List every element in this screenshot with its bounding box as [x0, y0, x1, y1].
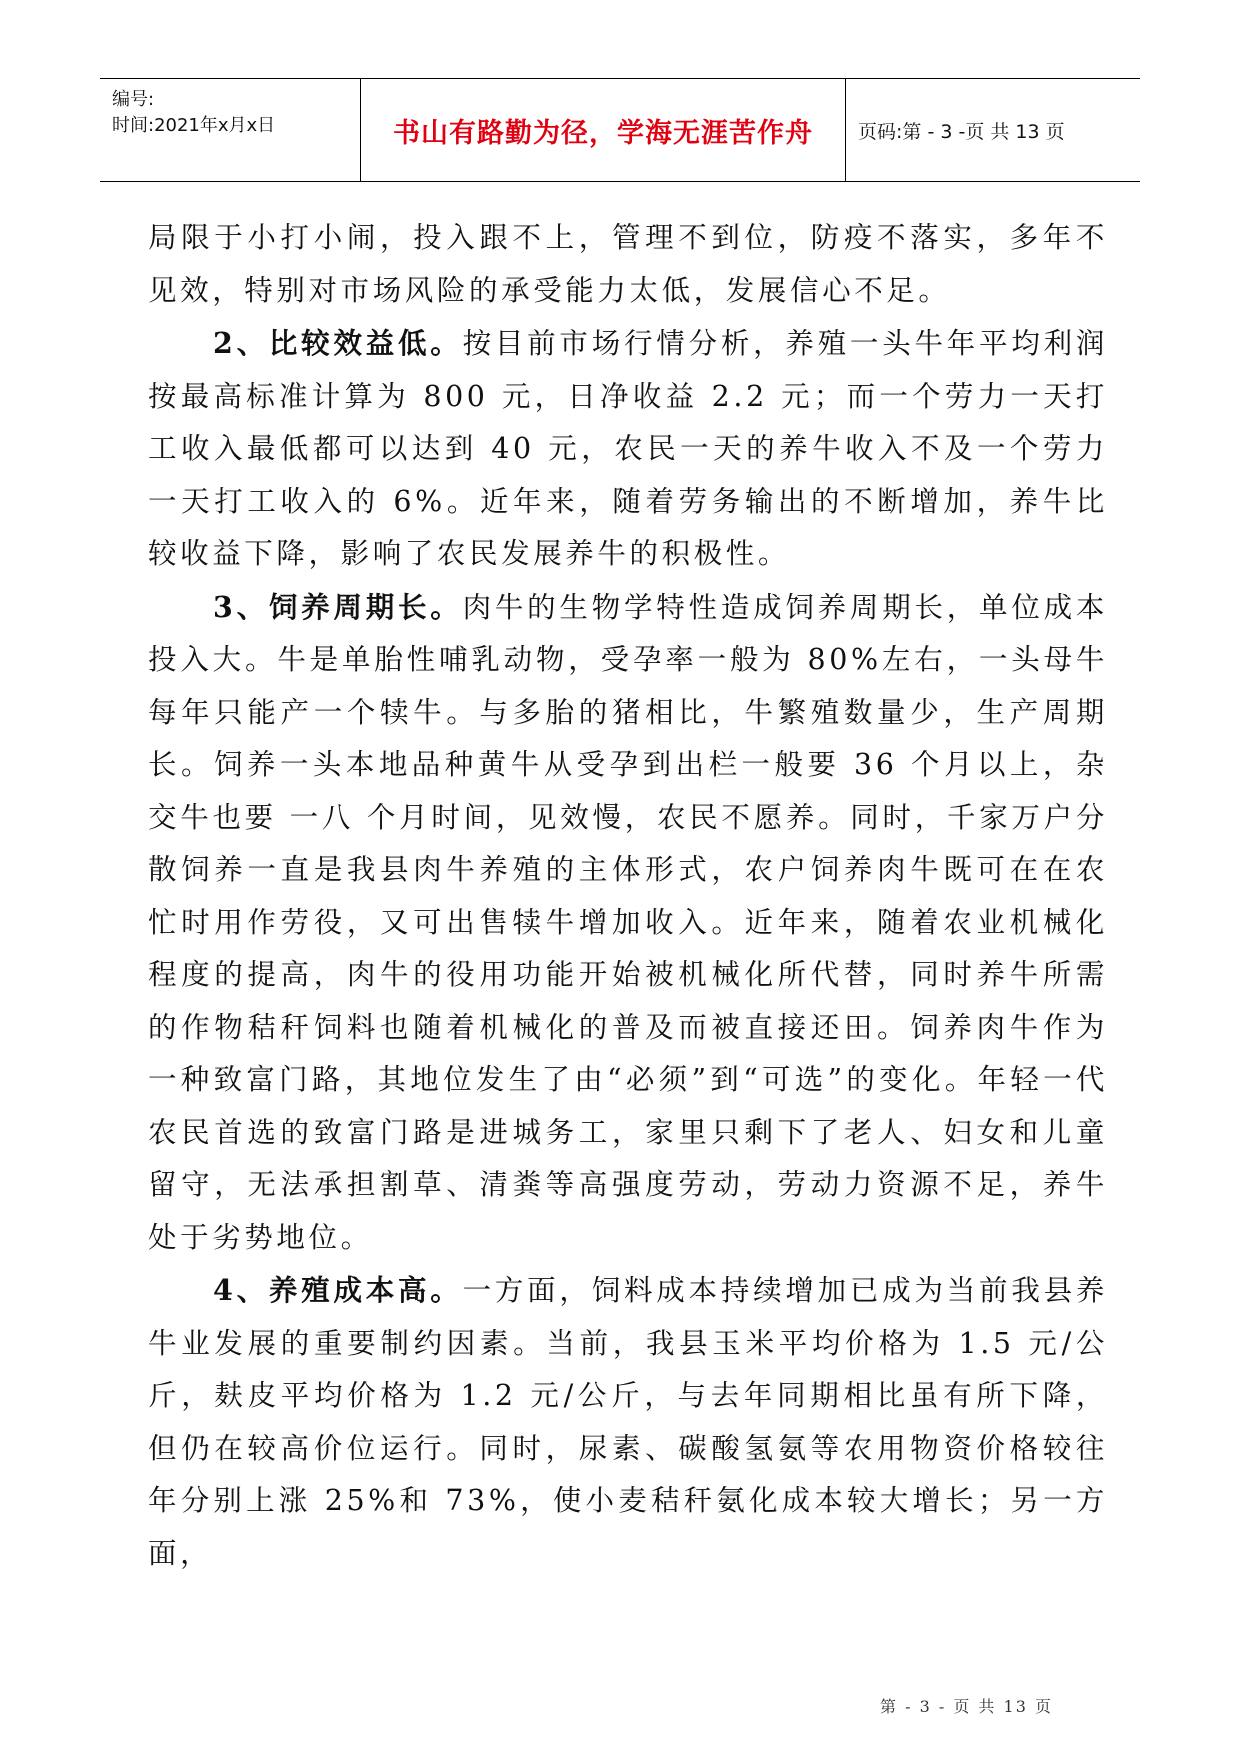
document-body — [148, 212, 1108, 1580]
header-page-number: 页码:第 - 3 -页 共 13 页 — [858, 120, 1065, 143]
paragraph-continuation — [148, 212, 1108, 317]
paragraph-text: 局限于小打小闹，投入跟不上，管理不到位，防疫不落实，多年不见效，特别对市场风险的承受能力太低，发展信心不足。 — [148, 221, 1108, 307]
document-time-label: 时间:2021年x月x日 — [112, 115, 276, 136]
paragraph-text: 一方面，饲料成本持续增加已成为当前我县养牛业发展的重要制约因素。当前，我县玉米平均价格为 1.5 元/公斤，麸皮平均价格为 1.2 元/公斤，与去年同期相比虽有所下降，但仍在较高价位运行。同时，尿素、碳酸氢氨等农用物资价格较往年分别上涨 25%和 73%，使小麦秸秆氨化成本较大增长；另一方面， — [148, 1274, 1108, 1570]
document-number-label: 编号: — [112, 89, 155, 110]
header-meta — [100, 79, 360, 181]
paragraph-text: 按目前市场行情分析，养殖一头牛年平均利润按最高标准计算为 800 元，日净收益 2.2 元；而一个劳力一天打工收入最低都可以达到 40 元，农民一天的养牛收入不及一个劳力一天打工收入的 6%。近年来，随着劳务输出的不断增加，养牛比较收益下降，影响了农民发展养牛的积极性。 — [148, 327, 1108, 570]
page-header — [100, 78, 1140, 182]
paragraph-item-4 — [148, 1264, 1108, 1580]
paragraph-heading: 3、饲养周期长。 — [213, 589, 463, 624]
paragraph-heading: 4、养殖成本高。 — [213, 1273, 463, 1307]
paragraph-text: 肉牛的生物学特性造成饲养周期长，单位成本投入大。牛是单胎性哺乳动物，受孕率一般为 80%左右，一头母牛每年只能产一个犊牛。与多胎的猪相比，牛繁殖数量少，生产周期长。饲养一头本地品种黄牛从受孕到出栏一般要 36 个月以上，杂交牛也要 一八 个月时间，见效慢，农民不愿养。同时，千家万户分散饲养一直是我县肉牛养殖的主体形式，农户饲养肉牛既可在在农忙时用作劳役，又可出售犊牛增加收入。近年来，随着农业机械化程度的提高，肉牛的役用功能开始被机械化所代替，同时养牛所需的作物秸秆饲料也随着机械化的普及而被直接还田。饲养肉牛作为一种致富门路，其地位发生了由“必须”到“可选”的变化。年轻一代农民首选的致富门路是进城务工，家里只剩下了老人、妇女和儿童留守，无法承担割草、清粪等高强度劳动，劳动力资源不足，养牛处于劣势地位。 — [148, 590, 1108, 1254]
page-footer-number: 第 - 3 - 页 共 13 页 — [880, 1697, 1053, 1716]
paragraph-item-2 — [148, 317, 1108, 581]
paragraph-item-3 — [148, 581, 1108, 1265]
paragraph-heading: 2、比较效益低。 — [213, 326, 463, 360]
header-motto: 书山有路勤为径，学海无涯苦作舟 — [360, 79, 846, 181]
